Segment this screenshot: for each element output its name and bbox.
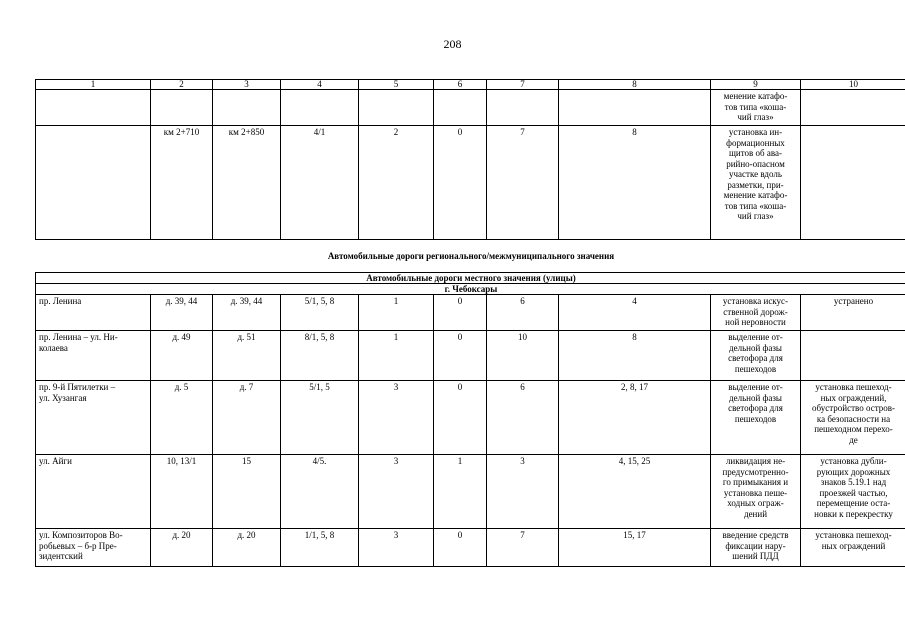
cell-count: 0 (434, 331, 487, 381)
table-row (36, 295, 905, 331)
table-row (36, 381, 905, 455)
cell-location: пр. Ленина (36, 295, 151, 331)
column-number: 3 (213, 80, 281, 90)
cell-measures: установка искус- ственной дорож- ной неровности (711, 295, 801, 331)
cell-code: 4/5. (281, 455, 359, 529)
accident-sites-table (35, 79, 905, 567)
cell-start: д. 5 (151, 381, 213, 455)
cell-end: д. 20 (213, 529, 281, 567)
cell-start: км 2+710 (151, 126, 213, 240)
cell-end: д. 39, 44 (213, 295, 281, 331)
section-heading-row (36, 240, 905, 273)
cell-start: д. 49 (151, 331, 213, 381)
cell-start: 10, 13/1 (151, 455, 213, 529)
section-heading-local: Автомобильные дороги местного значения (улицы) (36, 273, 905, 284)
table-row (36, 126, 905, 240)
cell-end: д. 51 (213, 331, 281, 381)
cell-factors: 4, 15, 25 (559, 455, 711, 529)
cell-count: 0 (434, 295, 487, 331)
cell-location: ул. Айги (36, 455, 151, 529)
cell-count: 3 (487, 455, 559, 529)
section-heading-city: г. Чебоксары (36, 284, 905, 295)
cell-measures: выделение от- дельной фазы светофора для пешеходов (711, 331, 801, 381)
table-row (36, 455, 905, 529)
cell-code: 5/1, 5 (281, 381, 359, 455)
cell-code: 1/1, 5, 8 (281, 529, 359, 567)
column-number: 8 (559, 80, 711, 90)
cell-count: 1 (359, 331, 434, 381)
cell-factors: 8 (559, 126, 711, 240)
cell-measures: ликвидация не- предусмотренно- го примыкания и установка пеше- ходных ограж- дений (711, 455, 801, 529)
cell-code: 8/1, 5, 8 (281, 331, 359, 381)
cell-factors: 8 (559, 331, 711, 381)
column-number: 1 (36, 80, 151, 90)
cell-end: км 2+850 (213, 126, 281, 240)
cell-count: 0 (434, 381, 487, 455)
cell-result: устранено (801, 295, 905, 331)
section-heading-row (36, 284, 905, 295)
cell-count: 3 (359, 381, 434, 455)
column-number: 6 (434, 80, 487, 90)
cell-result: установка дубли- рующих дорожных знаков 5.19.1 над проезжей частью, перемещение оста- новки к перекрестку (801, 455, 905, 529)
table-row (36, 90, 905, 126)
cell-location: пр. 9-й Пятилетки – ул. Хузангая (36, 381, 151, 455)
cell-count: 6 (487, 295, 559, 331)
cell-count: 0 (434, 529, 487, 567)
cell-end: 15 (213, 455, 281, 529)
cell-count: 3 (359, 529, 434, 567)
cell-count: 7 (487, 126, 559, 240)
cell-factors: 2, 8, 17 (559, 381, 711, 455)
cell-location: ул. Композиторов Во- робьевых – б-р Пре- зидентский (36, 529, 151, 567)
column-number: 9 (711, 80, 801, 90)
cell-measures: установка ин- формационных щитов об ава- рийно-опасном участке вдоль разметки, при- менение катафо- тов типа «коша- чий глаз» (711, 126, 801, 240)
cell-result: установка пешеход- ных ограждений, обустройство остров- ка безопасности на пешеходном перехо- де (801, 381, 905, 455)
cell-count: 0 (434, 126, 487, 240)
cell-count: 10 (487, 331, 559, 381)
cell-factors: 15, 17 (559, 529, 711, 567)
section-heading-row (36, 273, 905, 284)
cell-location: пр. Ленина – ул. Ни- колаева (36, 331, 151, 381)
cell-measures: введение средств фиксации нару- шений ПДД (711, 529, 801, 567)
cell-count: 6 (487, 381, 559, 455)
cell-end: д. 7 (213, 381, 281, 455)
column-number: 10 (801, 80, 905, 90)
cell-count: 7 (487, 529, 559, 567)
column-number: 7 (487, 80, 559, 90)
cell-count: 1 (434, 455, 487, 529)
cell-code: 4/1 (281, 126, 359, 240)
cell-measures: менение катафо- тов типа «коша- чий глаз» (711, 90, 801, 126)
cell-count: 3 (359, 455, 434, 529)
cell-result (801, 331, 905, 381)
cell-measures: выделение от- дельной фазы светофора для пешеходов (711, 381, 801, 455)
cell-code: 5/1, 5, 8 (281, 295, 359, 331)
cell-result: установка пешеход- ных ограждений (801, 529, 905, 567)
cell-count: 2 (359, 126, 434, 240)
table-row (36, 529, 905, 567)
cell-start: д. 20 (151, 529, 213, 567)
column-number-row (36, 80, 905, 90)
column-number: 5 (359, 80, 434, 90)
cell-factors: 4 (559, 295, 711, 331)
cell-start: д. 39, 44 (151, 295, 213, 331)
column-number: 4 (281, 80, 359, 90)
column-number: 2 (151, 80, 213, 90)
section-heading-regional: Автомобильные дороги регионального/межмуниципального значения (36, 240, 905, 273)
cell-count: 1 (359, 295, 434, 331)
page-number: 208 (443, 37, 462, 51)
table-row (36, 331, 905, 381)
